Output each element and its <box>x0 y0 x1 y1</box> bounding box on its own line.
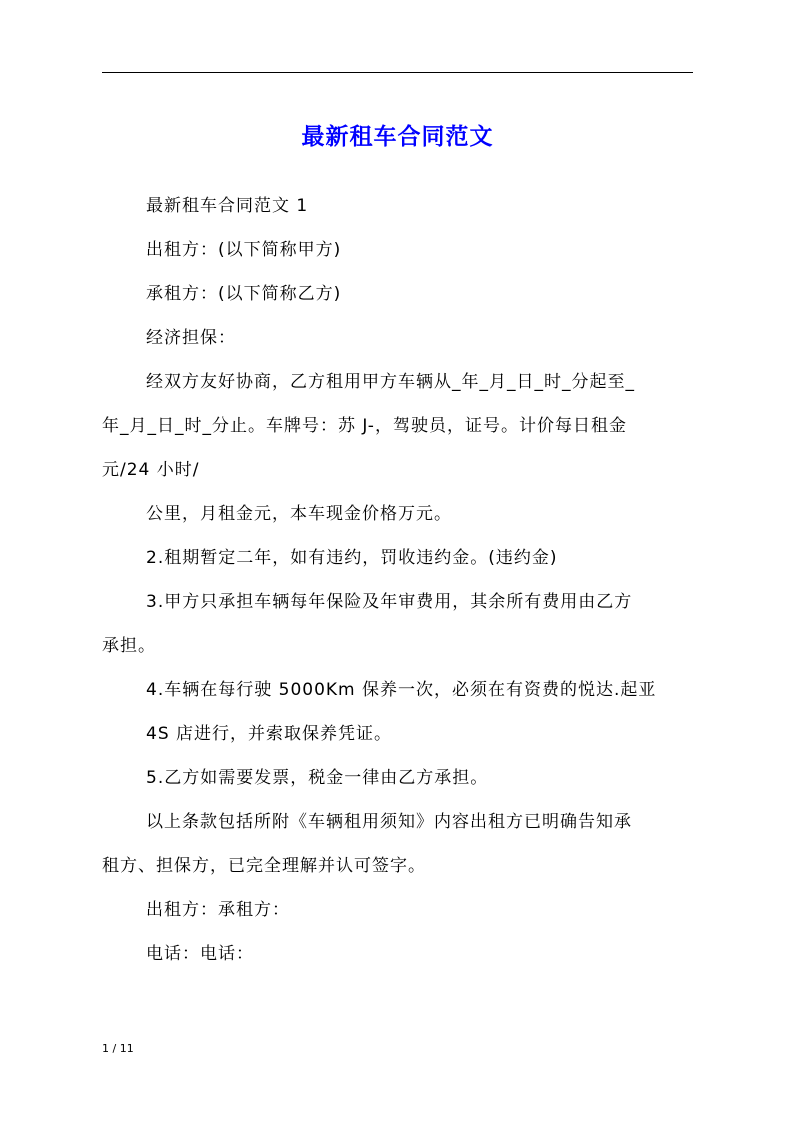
paragraph-line: 2.租期暂定二年，如有违约，罚收违约金。(违约金) <box>146 548 558 568</box>
paragraph-line: 出租方：承租方： <box>146 900 290 920</box>
paragraph-line: 5.乙方如需要发票，税金一律由乙方承担。 <box>146 768 489 788</box>
paragraph-line: 经双方友好协商，乙方租用甲方车辆从_年_月_日_时_分起至_ <box>146 372 635 392</box>
header-rule <box>102 72 693 73</box>
paragraph-line: 经济担保： <box>146 328 236 348</box>
paragraph-line: 以上条款包括所附《车辆租用须知》内容出租方已明确告知承 <box>146 812 632 832</box>
paragraph-line: 最新租车合同范文 1 <box>146 196 309 216</box>
document-body <box>102 184 693 976</box>
paragraph-line: 元/24 小时/ <box>102 460 200 480</box>
paragraph-line: 年_月_日_时_分止。车牌号：苏 J-，驾驶员，证号。计价每日租金 <box>102 416 627 436</box>
document-title: 最新租车合同范文 <box>301 124 494 151</box>
paragraph-line: 4S 店进行，并索取保养凭证。 <box>146 724 393 744</box>
paragraph-line: 租方、担保方，已完全理解并认可签字。 <box>102 856 426 876</box>
paragraph-line: 电话：电话： <box>146 944 254 964</box>
paragraph-line: 公里，月租金元，本车现金价格万元。 <box>146 504 452 524</box>
page-number: 1 / 11 <box>102 1042 134 1055</box>
paragraph-line: 出租方：(以下简称甲方) <box>146 240 342 260</box>
paragraph-line: 3.甲方只承担车辆每年保险及年审费用，其余所有费用由乙方 <box>146 592 633 612</box>
paragraph-line: 承担。 <box>102 636 156 656</box>
paragraph-line: 4.车辆在每行驶 5000Km 保养一次，必须在有资费的悦达.起亚 <box>146 680 657 700</box>
paragraph-line: 承租方：(以下简称乙方) <box>146 284 342 304</box>
